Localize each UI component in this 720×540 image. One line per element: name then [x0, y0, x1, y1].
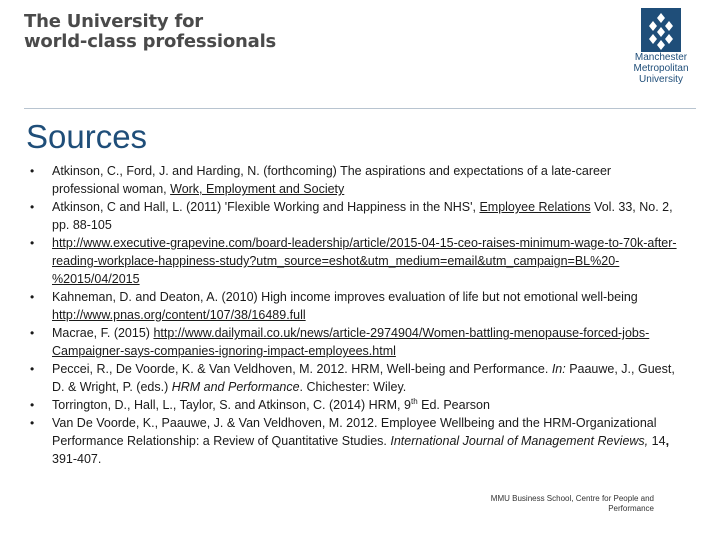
executive-grapevine-link[interactable]: http://www.executive-grapevine.com/board-leadership/article/2015-04-15-ceo-raises-minimum-wage-to-70k-after-reading-workplace-happiness-study?utm_source=eshot&utm_medium=email&utm_campaign=BL%20-%2015/04/2015 [52, 236, 677, 286]
source-tail: Ed. Pearson [417, 398, 490, 412]
source-van-de-voorde [30, 414, 680, 468]
source-text: Van De Voorde, K., Paauwe, J. & Van Veldhoven, M. 2012. Employee Wellbeing and the HRM-Organizational Performance Relationship: a Review of Quantitative Studies. [52, 416, 657, 448]
source-text: Atkinson, C., Ford, J. and Harding, N. (forthcoming) The aspirations and expectations of a late-career professional woman, [52, 164, 612, 196]
tagline-line-2: world-class professionals [24, 31, 277, 52]
source-text: Peccei, R., De Voorde, K. & Van Veldhoven, M. 2012. HRM, Well-being and Performance. [52, 362, 549, 376]
source-tail: . Chichester: Wiley. [299, 380, 407, 394]
mmu-crest-icon [641, 8, 681, 52]
source-atkinson-hall [30, 198, 680, 234]
source-torrington [30, 396, 680, 414]
edition-superscript: th [410, 396, 418, 406]
logo-line-1: Manchester [634, 52, 688, 63]
volume-separator: , [665, 434, 670, 448]
tagline-line-1: The University for [24, 11, 203, 32]
logo-wordmark [626, 52, 696, 85]
source-text: Kahneman, D. and Deaton, A. (2010) High income improves evaluation of life but not emotional well-being [52, 290, 638, 304]
journal-title: Work, Employment and Society [170, 182, 345, 196]
source-kahneman-deaton [30, 288, 680, 324]
footer-credit [454, 494, 654, 514]
logo-line-2: Metropolitan [633, 63, 689, 74]
university-tagline [24, 12, 276, 52]
source-text: Atkinson, C and Hall, L. (2011) 'Flexible Working and Happiness in the NHS', [52, 200, 480, 214]
source-text: Torrington, D., Hall, L., Taylor, S. and Atkinson, C. (2014) HRM, 9 [52, 398, 411, 412]
source-peccei [30, 360, 680, 396]
page-title: Sources [26, 118, 148, 155]
footer-line-1: MMU Business School, Centre for People and [490, 494, 654, 503]
in-label: In: [551, 362, 566, 376]
university-logo [626, 8, 696, 85]
source-text-2: Paauwe, J., Guest, D. & Wright, P. (eds.) [52, 362, 675, 394]
book-title: HRM and Performance [171, 380, 300, 394]
journal-volume: 14 [648, 434, 666, 448]
pnas-link[interactable]: http://www.pnas.org/content/107/38/16489.full [52, 308, 306, 322]
sources-list [30, 162, 680, 468]
source-macrae [30, 324, 680, 360]
logo-line-3: University [639, 74, 683, 85]
dailymail-link[interactable]: http://www.dailymail.co.uk/news/article-2974904/Women-battling-menopause-forced-jobs-Campaigner-says-companies-ignoring-impact-employees.html [52, 326, 650, 358]
header-divider [24, 108, 696, 109]
footer-line-2: Performance [608, 504, 654, 513]
source-tail: Vol. 33, No. 2, pp. 88-105 [52, 200, 673, 232]
source-text: Macrae, F. (2015) [52, 326, 154, 340]
source-tail: 391-407. [52, 452, 102, 466]
journal-title: International Journal of Management Reviews, [390, 434, 649, 448]
journal-title: Employee Relations [479, 200, 591, 214]
source-executive-grapevine [30, 234, 680, 288]
source-atkinson-ford-harding [30, 162, 680, 198]
